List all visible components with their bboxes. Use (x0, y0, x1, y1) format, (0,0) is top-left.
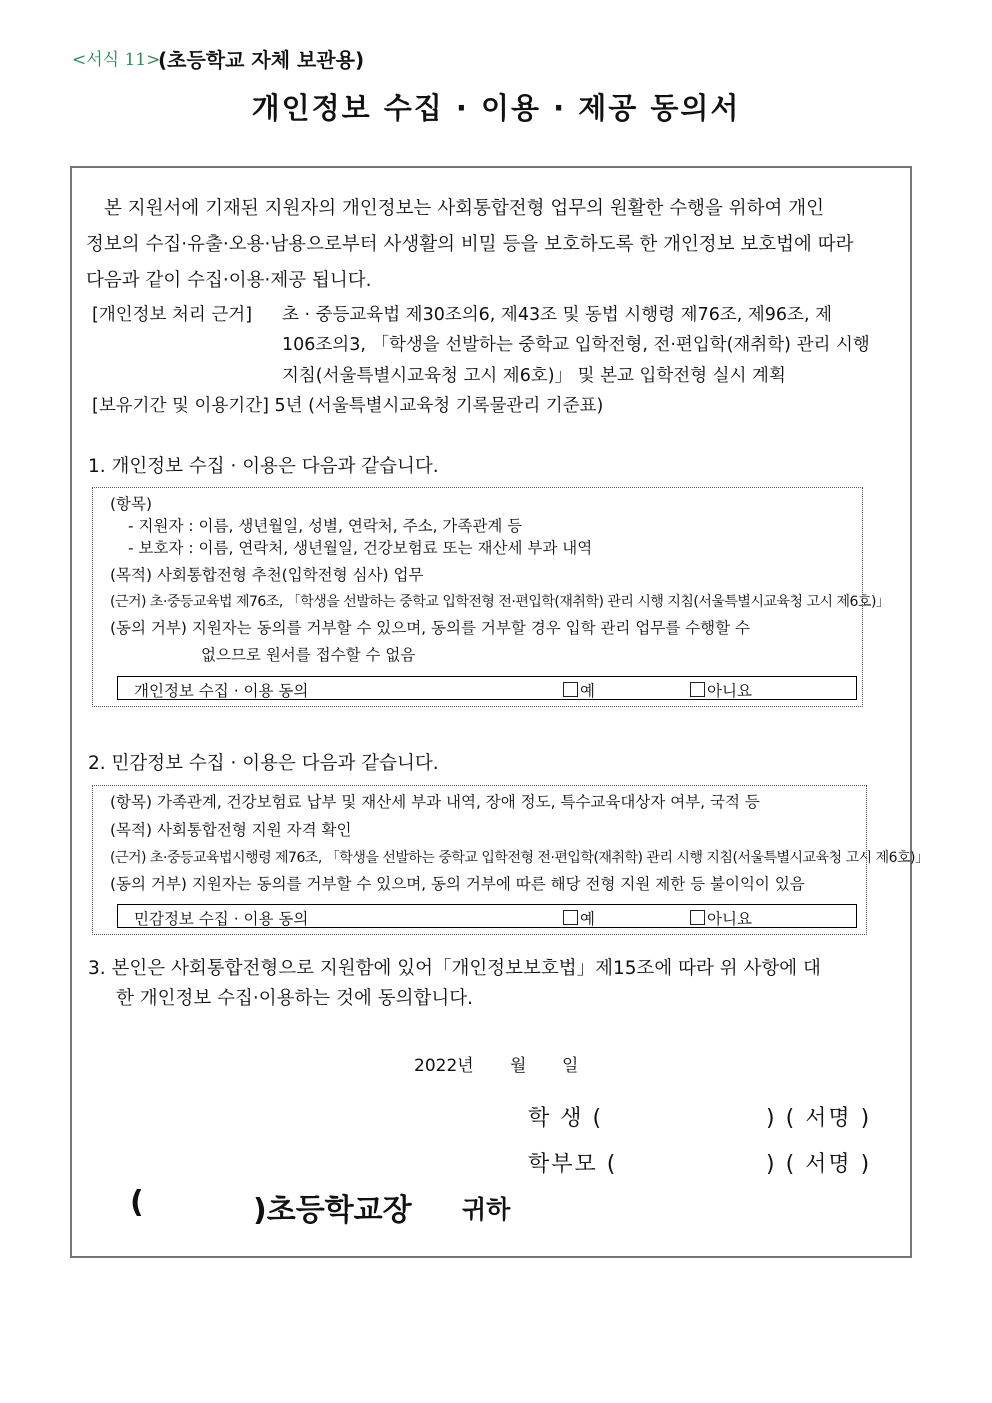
basis-label: [개인정보 처리 근거] (92, 305, 253, 325)
agreement-line-1: 3. 본인은 사회통합전형으로 지원함에 있어「개인정보보호법」제15조에 따라 위 사항에 대 (88, 958, 821, 979)
parent-sign-mark[interactable]: ) ( 서명 ) (766, 1152, 872, 1177)
intro-line-2: 정보의 수집·유출·오용·남용으로부터 사생활의 비밀 등을 보호하도록 한 개인정보 보호법에 따라 (86, 234, 854, 255)
basis-line-2: 106조의3, 「학생을 선발하는 중학교 입학전형, 전·편입학(재취학) 관리 시행 (282, 335, 870, 355)
document-title: 개인정보 수집 · 이용 · 제공 동의서 (251, 91, 741, 125)
no-label: 아니요 (707, 910, 752, 928)
document-frame (70, 166, 912, 1258)
checkbox-icon (690, 910, 705, 925)
items-label: (항목) (110, 495, 153, 513)
refusal-2: (동의 거부) 지원자는 동의를 거부할 수 있으며, 동의 거부에 따른 해당 전형 지원 제한 등 불이익이 있음 (110, 875, 805, 893)
agreement-line-2: 한 개인정보 수집·이용하는 것에 동의합니다. (116, 988, 473, 1009)
consent-no-checkbox[interactable] (690, 679, 752, 701)
guardian-items: - 보호자 : 이름, 연락처, 생년월일, 건강보험료 또는 재산세 부과 내역 (128, 539, 593, 557)
consent-label: 개인정보 수집 · 이용 동의 (134, 682, 309, 700)
checkbox-icon (563, 682, 578, 697)
consent-label: 민감정보 수집 · 이용 동의 (134, 910, 309, 928)
refusal-1-line-2: 없으므로 원서를 접수할 수 없음 (201, 646, 416, 664)
school-name-open-paren: ( (130, 1185, 144, 1220)
section-2-heading: 2. 민감정보 수집 · 이용은 다음과 같습니다. (88, 753, 439, 774)
date-day: 일 (562, 1056, 579, 1076)
items-2: (항목) 가족관계, 건강보험료 납부 및 재산세 부과 내역, 장애 정도, 특수교육대상자 여부, 국적 등 (110, 793, 760, 811)
basis-line-1: 초 · 중등교육법 제30조의6, 제43조 및 동법 시행령 제76조, 제96조, 제 (282, 305, 832, 325)
yes-label: 예 (580, 910, 595, 928)
consent-no-checkbox[interactable] (690, 907, 752, 929)
purpose-2: (목적) 사회통합전형 지원 자격 확인 (110, 821, 352, 839)
basis-1: (근거) 초·중등교육법 제76조, 「학생을 선발하는 중학교 입학전형 전·편입학(재취학) 관리 시행 지침(서울특별시교육청 고시 제6호)」 (110, 594, 890, 610)
date-month: 월 (510, 1056, 527, 1076)
form-code: <서식 11> (72, 50, 161, 70)
student-signature-label: 학 생 ( (528, 1106, 604, 1131)
date-year: 2022년 (414, 1056, 474, 1076)
intro-line-3: 다음과 같이 수집·이용·제공 됩니다. (86, 270, 372, 291)
personal-info-consent-row (117, 676, 857, 700)
yes-label: 예 (580, 682, 595, 700)
addressee-suffix: 귀하 (462, 1195, 511, 1224)
addressee-school: )초등학교장 (253, 1193, 412, 1228)
section-1-heading: 1. 개인정보 수집 · 이용은 다음과 같습니다. (88, 456, 439, 477)
student-sign-mark[interactable]: ) ( 서명 ) (766, 1106, 872, 1131)
intro-line-1: 본 지원서에 기재된 지원자의 개인정보는 사회통합전형 업무의 원활한 수행을 위하여 개인 (104, 198, 825, 219)
consent-yes-checkbox[interactable] (563, 907, 595, 929)
purpose-1: (목적) 사회통합전형 추천(입학전형 심사) 업무 (110, 566, 424, 584)
checkbox-icon (690, 682, 705, 697)
parent-signature-label: 학부모 ( (528, 1152, 618, 1177)
form-note: (초등학교 자체 보관용) (158, 48, 365, 72)
retention-period: [보유기간 및 이용기간] 5년 (서울특별시교육청 기록물관리 기준표) (92, 396, 604, 416)
basis-2: (근거) 초·중등교육법시행령 제76조, 「학생을 선발하는 중학교 입학전형 전·편입학(재취학) 관리 시행 지침(서울특별시교육청 고시 제6호)」 (110, 850, 929, 866)
no-label: 아니요 (707, 682, 752, 700)
checkbox-icon (563, 910, 578, 925)
consent-yes-checkbox[interactable] (563, 679, 595, 701)
applicant-items: - 지원자 : 이름, 생년월일, 성별, 연락처, 주소, 가족관계 등 (128, 517, 523, 535)
sensitive-info-consent-row (117, 904, 857, 928)
basis-line-3: 지침(서울특별시교육청 고시 제6호)」 및 본교 입학전형 실시 계획 (282, 366, 786, 386)
refusal-1-line-1: (동의 거부) 지원자는 동의를 거부할 수 있으며, 동의를 거부할 경우 입학 관리 업무를 수행할 수 (110, 619, 751, 637)
